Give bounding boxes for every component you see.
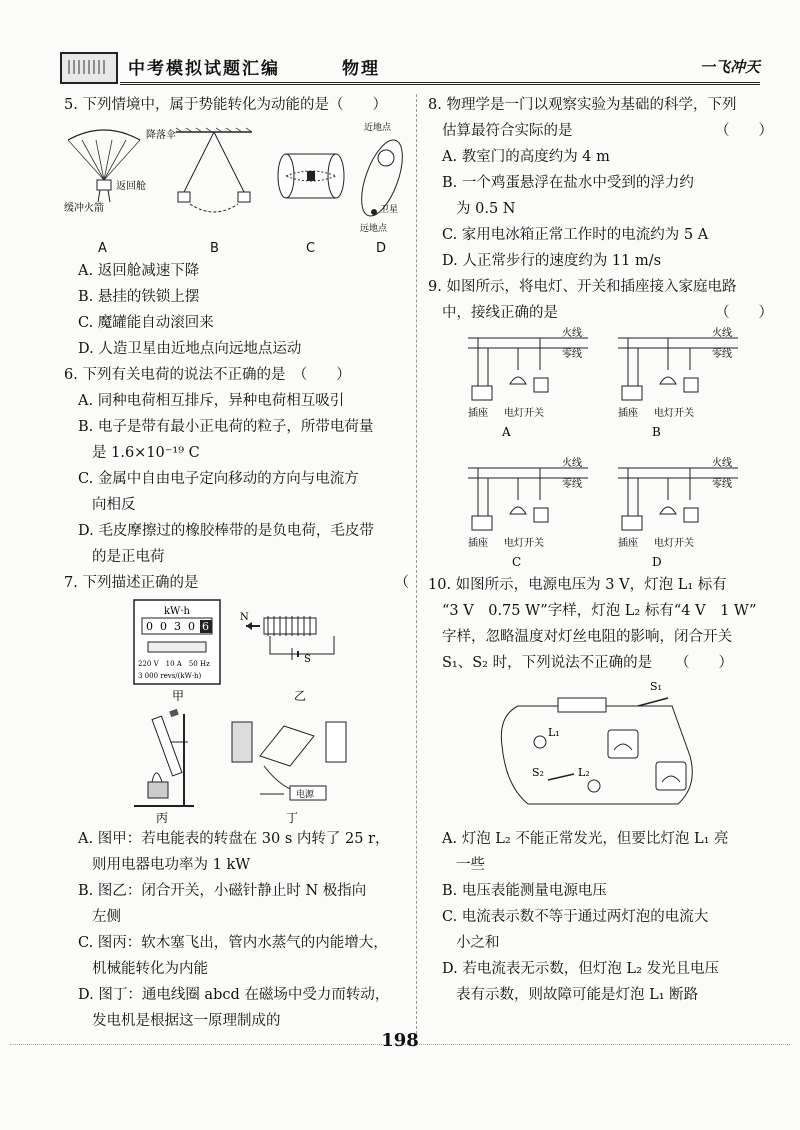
test-tube-figure — [134, 709, 194, 825]
question-10-option-c-cont: 小之和 — [456, 935, 500, 951]
fig-jia-label: 甲 — [172, 689, 185, 703]
question-10-option-c: C. 电流表示数不等于通过两灯泡的电流大 — [442, 909, 709, 925]
motor-figure — [232, 722, 346, 825]
fig-label-b: B — [210, 241, 219, 256]
lamp-switch-label-c: 电灯开关 — [504, 538, 544, 549]
question-10-option-d-cont: 表有示数，则故障可能是灯泡 L₁ 断路 — [456, 987, 699, 1003]
question-10-option-a: A. 灯泡 L₂ 不能正常发光，但要比灯泡 L₁ 亮 — [442, 831, 729, 847]
question-8-option-d: D. 人正常步行的速度约为 11 m/s — [442, 253, 662, 269]
question-6-option-a: A. 同种电荷相互排斥，异种电荷相互吸引 — [78, 393, 345, 409]
live-wire-label-c: 火线 — [562, 458, 582, 469]
book-title: 中考模拟试题汇编 — [128, 59, 280, 79]
meter-unit: kW·h — [164, 606, 190, 617]
meter-spec: 220 V 10 A 50 Hz — [138, 660, 210, 668]
question-5-figure — [64, 118, 409, 258]
brand-label: 一飞冲天 — [699, 58, 760, 76]
question-10-stem-1: 10. 如图所示，电源电压为 3 V，灯泡 L₁ 标有 — [428, 577, 727, 593]
satellite-orbit-figure — [353, 121, 404, 234]
socket-label-c: 插座 — [468, 538, 488, 549]
question-9-stem-1: 9. 如图所示，将电灯、开关和插座接入家庭电路 — [428, 279, 737, 295]
fig-ding-label: 丁 — [286, 811, 299, 825]
question-6-option-c-cont: 向相反 — [92, 497, 136, 513]
question-10-option-a-cont: 一些 — [456, 857, 485, 873]
question-5-option-c: C. 魔罐能自动滚回来 — [78, 315, 214, 331]
question-8 — [428, 92, 773, 274]
circuit-label-d: D — [652, 555, 662, 569]
question-8-stem-1: 8. 物理学是一门以观察实验为基础的科学，下列 — [428, 97, 737, 113]
question-7-paren: （ — [394, 575, 409, 591]
far-point-label: 远地点 — [360, 224, 388, 234]
lamp-switch-label-a: 电灯开关 — [504, 408, 544, 419]
meter-digit-1: 0 — [146, 620, 153, 633]
electric-meter-figure — [134, 600, 220, 703]
parachute-label: 降落伞 — [146, 130, 176, 141]
question-7-option-c-cont: 机械能转化为内能 — [92, 961, 208, 977]
subject-label: 物理 — [342, 59, 380, 79]
question-10-paren: （ ） — [675, 655, 733, 671]
question-8-stem-2-line — [428, 118, 773, 144]
question-5 — [64, 92, 409, 362]
meter-digit-4: 0 — [188, 620, 195, 633]
question-9-stem-2: 中，接线正确的是 — [442, 305, 558, 321]
column-divider — [416, 94, 417, 1034]
question-8-option-a: A. 教室门的高度约为 4 m — [442, 149, 610, 165]
question-5-figure-labels — [64, 236, 409, 258]
question-8-paren: （ ） — [715, 123, 773, 139]
question-8-stem-2: 估算最符合实际的是 — [442, 123, 573, 139]
wiring-diagram-d — [618, 456, 738, 569]
parachute-figure — [64, 128, 176, 214]
question-10-figure — [428, 676, 773, 826]
meter-rev: 3 000 revs/(kW·h) — [138, 672, 202, 680]
question-7-figure — [64, 596, 409, 826]
question-8-option-b: B. 一个鸡蛋悬浮在盐水中受到的浮力约 — [442, 175, 694, 191]
question-8-option-b-cont: 为 0.5 N — [456, 201, 516, 217]
fig-label-d: D — [376, 241, 387, 256]
question-8-option-c: C. 家用电冰箱正常工作时的电流约为 5 A — [442, 227, 709, 243]
fig-label-c: C — [306, 241, 316, 256]
left-column — [64, 92, 409, 1034]
question-6-option-d: D. 毛皮摩擦过的橡胶棒带的是负电荷，毛皮带 — [78, 523, 374, 539]
circuit-label-a: A — [502, 425, 511, 439]
right-column — [428, 92, 773, 1008]
battery-box — [558, 698, 606, 712]
question-10 — [428, 572, 773, 1008]
question-10-option-d: D. 若电流表无示数，但灯泡 L₂ 发光且电压 — [442, 961, 719, 977]
question-7-stem-line — [64, 570, 409, 596]
lamp-l2 — [588, 780, 600, 792]
neutral-wire-label-a: 零线 — [562, 349, 582, 360]
question-6-option-d-cont: 的是正电荷 — [92, 549, 165, 565]
question-5-stem: 5. 下列情境中，属于势能转化为动能的是（ ） — [64, 97, 387, 113]
compass-n-label: N — [240, 612, 249, 623]
question-7 — [64, 570, 409, 1034]
lamp-switch-label-b: 电灯开关 — [654, 408, 694, 419]
wiring-diagram-b — [618, 326, 738, 439]
capsule-label: 返回舱 — [116, 181, 146, 192]
meter-digit-3: 3 — [174, 620, 181, 633]
question-9-paren: （ ） — [715, 305, 773, 321]
question-10-stem-4-line — [428, 650, 773, 676]
switch-s1-label: S₁ — [650, 680, 662, 693]
question-6-stem: 6. 下列有关电荷的说法不正确的是 （ ） — [64, 367, 351, 383]
circuit-label-c: C — [512, 555, 522, 569]
live-wire-label-b: 火线 — [712, 328, 732, 339]
rocket-label: 缓冲火箭 — [64, 203, 104, 214]
socket-label-b: 插座 — [618, 408, 638, 419]
neutral-wire-label-b: 零线 — [712, 349, 732, 360]
lamp-l1 — [534, 736, 546, 748]
switch-s-label: S — [304, 654, 311, 665]
neutral-wire-label-d: 零线 — [712, 479, 732, 490]
fig-bing-label: 丙 — [156, 811, 169, 825]
socket-label-a: 插座 — [468, 408, 488, 419]
question-10-stem-2: “3 V 0.75 W”字样，灯泡 L₂ 标有“4 V 1 W” — [442, 603, 757, 619]
live-wire-label-d: 火线 — [712, 458, 732, 469]
question-7-option-a-cont: 则用电器电功率为 1 kW — [92, 857, 251, 873]
live-wire-label-a: 火线 — [562, 328, 582, 339]
page-header — [60, 48, 760, 84]
switch-s2-label: S₂ — [532, 766, 544, 779]
question-10-stem-4: S₁、S₂ 时，下列说法不正确的是 — [442, 655, 653, 671]
satellite-label: 卫星 — [380, 205, 399, 215]
question-6 — [64, 362, 409, 570]
question-6-option-b-cont: 是 1.6×10⁻¹⁹ C — [92, 445, 200, 461]
magic-can-figure — [278, 154, 344, 198]
wiring-diagram-c — [468, 456, 588, 569]
question-6-option-c: C. 金属中自由电子定向移动的方向与电流方 — [78, 471, 359, 487]
page-number: 198 — [381, 1030, 419, 1051]
question-7-stem: 7. 下列描述正确的是 — [64, 575, 199, 591]
question-9-figure — [428, 326, 773, 572]
lamp-l1-label: L₁ — [548, 726, 560, 739]
wiring-diagram-a — [468, 326, 588, 439]
question-10-stem-3: 字样，忽略温度对灯丝电阻的影响，闭合开关 — [442, 629, 732, 645]
question-5-option-a: A. 返回舱减速下降 — [78, 263, 200, 279]
fig-label-a: A — [98, 241, 107, 256]
question-7-option-b-cont: 左侧 — [92, 909, 121, 925]
question-6-option-b: B. 电子是带有最小正电荷的粒子，所带电荷量 — [78, 419, 374, 435]
question-9-stem-2-line — [428, 300, 773, 326]
near-point-label: 近地点 — [364, 123, 392, 133]
lamp-l2-label: L₂ — [578, 766, 590, 779]
question-7-option-d: D. 图丁：通电线圈 abcd 在磁场中受力而转动， — [78, 987, 390, 1003]
power-source-label: 电源 — [296, 790, 315, 800]
socket-label-d: 插座 — [618, 538, 638, 549]
meter-digit-2: 0 — [160, 620, 167, 633]
meter-digit-5: 6 — [202, 620, 209, 633]
question-7-option-a: A. 图甲：若电能表的转盘在 30 s 内转了 25 r， — [78, 831, 390, 847]
pendulum-lock-figure — [176, 128, 252, 212]
fig-yi-label: 乙 — [294, 689, 307, 703]
neutral-wire-label-c: 零线 — [562, 479, 582, 490]
question-10-option-b: B. 电压表能测量电源电压 — [442, 883, 607, 899]
question-9 — [428, 274, 773, 572]
question-7-option-d-cont: 发电机是根据这一原理制成的 — [92, 1013, 281, 1029]
series-logo — [60, 52, 118, 84]
question-7-option-c: C. 图丙：软木塞飞出，管内水蒸气的内能增大， — [78, 935, 388, 951]
question-7-option-b: B. 图乙：闭合开关，小磁针静止时 N 极指向 — [78, 883, 367, 899]
solenoid-figure — [240, 612, 334, 703]
lamp-switch-label-d: 电灯开关 — [654, 538, 694, 549]
question-5-option-d: D. 人造卫星由近地点向远地点运动 — [78, 341, 302, 357]
circuit-label-b: B — [652, 425, 661, 439]
question-5-option-b: B. 悬挂的铁锁上摆 — [78, 289, 200, 305]
header-rule — [120, 82, 760, 85]
